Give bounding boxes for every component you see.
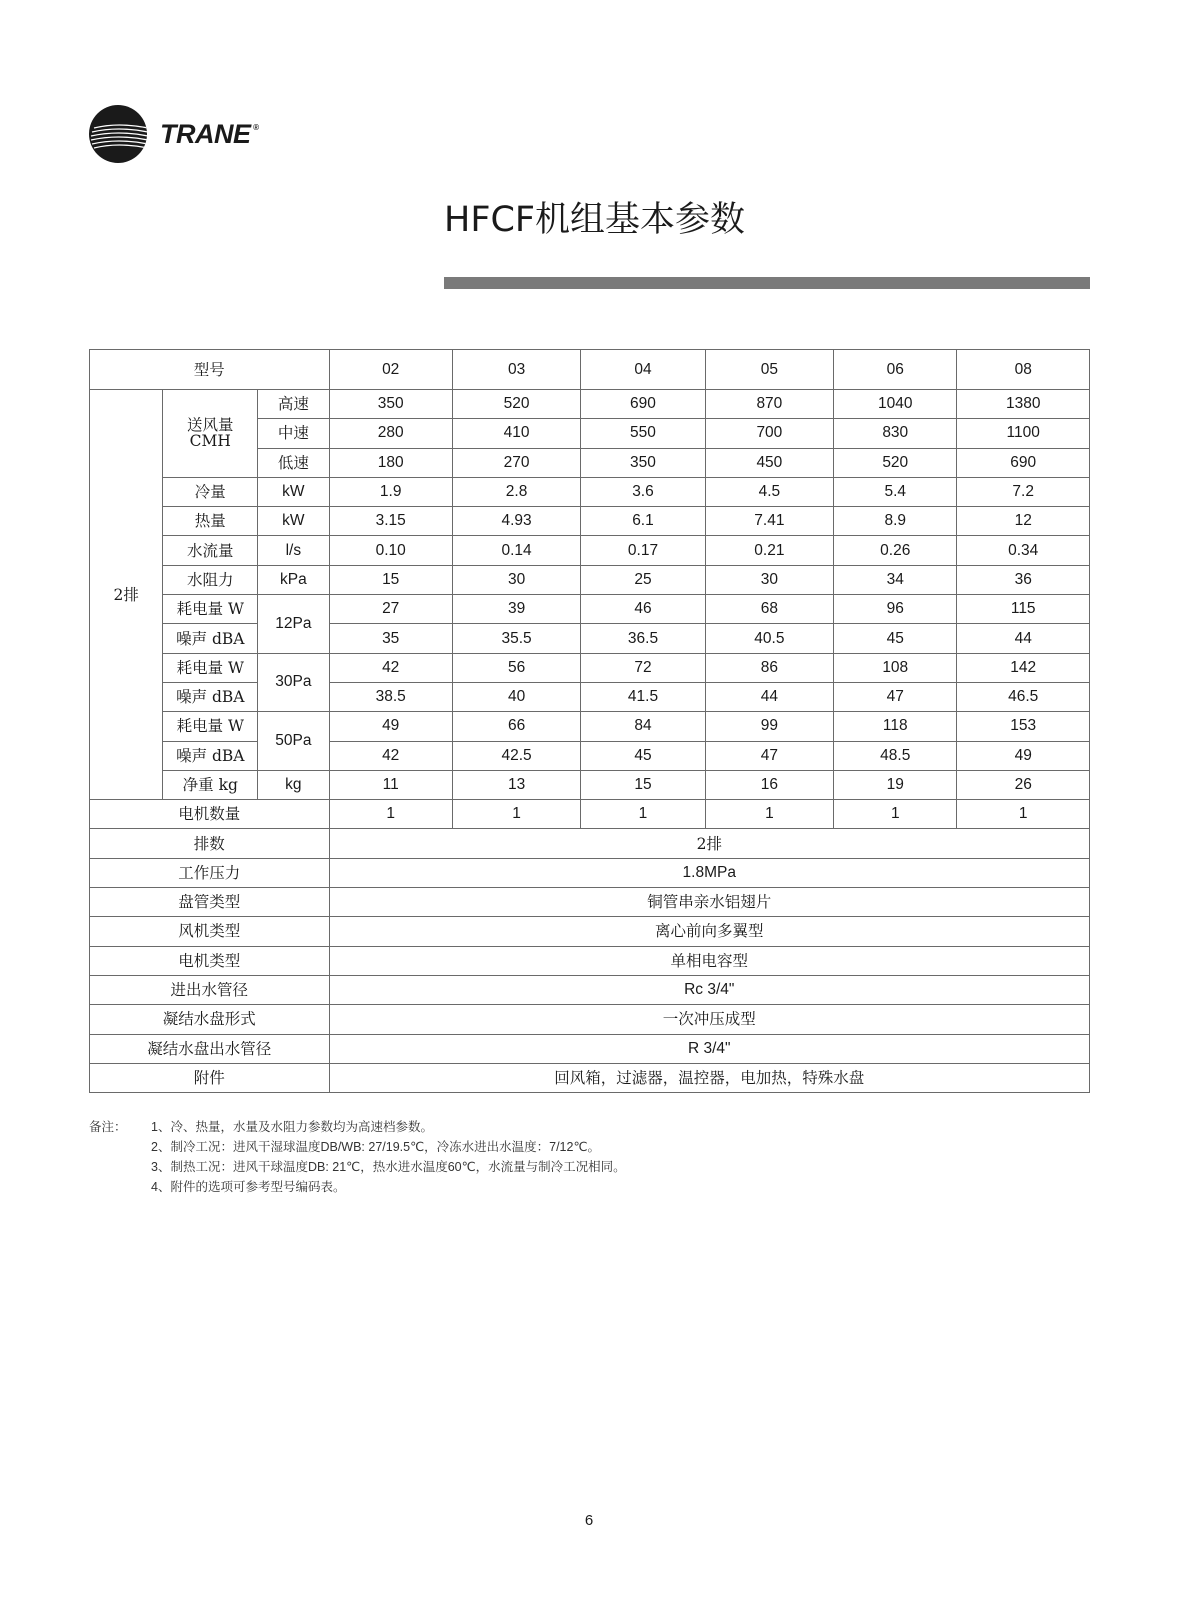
common-value: 1.8MPa [329, 858, 1089, 887]
pressure-label: 50Pa [258, 712, 329, 771]
common-value: 一次冲压成型 [329, 1005, 1089, 1034]
table-cell: 270 [452, 448, 580, 477]
unit-label: kPa [258, 565, 329, 594]
table-cell: 8.9 [834, 507, 957, 536]
table-cell: 45 [581, 741, 705, 770]
row-label: 附件 [90, 1063, 330, 1092]
unit-label: kg [258, 770, 329, 799]
unit-label: kW [258, 477, 329, 506]
row-label: 风机类型 [90, 917, 330, 946]
table-cell: 1100 [957, 419, 1090, 448]
row-label: 凝结水盘形式 [90, 1005, 330, 1034]
row-label: 净重 kg [163, 770, 258, 799]
model-cell: 08 [957, 350, 1090, 390]
row-label: 排数 [90, 829, 330, 858]
table-cell: 690 [581, 390, 705, 419]
spec-table [89, 349, 1090, 1093]
table-cell: 30 [705, 565, 833, 594]
row-label: 凝结水盘出水管径 [90, 1034, 330, 1063]
table-cell: 0.21 [705, 536, 833, 565]
common-value: Rc 3/4" [329, 975, 1089, 1004]
table-cell: 47 [834, 682, 957, 711]
table-cell: 6.1 [581, 507, 705, 536]
trane-logo-icon [88, 104, 148, 164]
table-cell: 1 [705, 800, 833, 829]
airflow-label-line1: 送风量 [187, 416, 234, 435]
speed-label: 中速 [258, 419, 329, 448]
table-cell: 350 [329, 390, 452, 419]
row-label: 电机类型 [90, 946, 330, 975]
table-row [90, 888, 1090, 917]
table-row [90, 741, 1090, 770]
table-row [90, 1005, 1090, 1034]
table-row [90, 565, 1090, 594]
table-row [90, 946, 1090, 975]
table-cell: 68 [705, 595, 833, 624]
table-cell: 36.5 [581, 624, 705, 653]
table-row [90, 770, 1090, 799]
table-cell: 42.5 [452, 741, 580, 770]
table-cell: 450 [705, 448, 833, 477]
airflow-label-line2: CMH [189, 432, 231, 451]
speed-label: 低速 [258, 448, 329, 477]
registered-mark: ® [253, 122, 259, 132]
table-cell: 11 [329, 770, 452, 799]
table-cell: 39 [452, 595, 580, 624]
table-cell: 36 [957, 565, 1090, 594]
table-cell: 35 [329, 624, 452, 653]
table-cell: 40.5 [705, 624, 833, 653]
table-cell: 49 [329, 712, 452, 741]
table-cell: 0.17 [581, 536, 705, 565]
row-label: 电机数量 [90, 800, 330, 829]
speed-label: 高速 [258, 390, 329, 419]
table-cell: 12 [957, 507, 1090, 536]
table-cell: 1040 [834, 390, 957, 419]
table-cell: 15 [581, 770, 705, 799]
table-cell: 84 [581, 712, 705, 741]
table-cell: 0.34 [957, 536, 1090, 565]
table-cell: 46 [581, 595, 705, 624]
table-row [90, 712, 1090, 741]
table-cell: 26 [957, 770, 1090, 799]
table-cell: 13 [452, 770, 580, 799]
table-cell: 700 [705, 419, 833, 448]
brand-name: TRANE [160, 118, 251, 149]
table-row [90, 917, 1090, 946]
table-cell: 47 [705, 741, 833, 770]
table-cell: 46.5 [957, 682, 1090, 711]
table-cell: 96 [834, 595, 957, 624]
common-value: R 3/4" [329, 1034, 1089, 1063]
model-cell: 02 [329, 350, 452, 390]
table-cell: 99 [705, 712, 833, 741]
common-value: 铜管串亲水铝翅片 [329, 888, 1089, 917]
model-cell: 04 [581, 350, 705, 390]
table-row [90, 653, 1090, 682]
page-number: 6 [584, 1512, 594, 1529]
table-cell: 350 [581, 448, 705, 477]
table-row [90, 1034, 1090, 1063]
group-label: 2排 [90, 390, 163, 800]
common-value: 2排 [329, 829, 1089, 858]
note-item: 3、制热工况：进风干球温度DB: 21℃，热水进水温度60℃，水流量与制冷工况相同。 [151, 1160, 626, 1174]
table-cell: 86 [705, 653, 833, 682]
table-cell: 44 [957, 624, 1090, 653]
table-row [90, 477, 1090, 506]
row-label: 噪声 dBA [163, 624, 258, 653]
common-value: 回风箱，过滤器，温控器，电加热，特殊水盘 [329, 1063, 1089, 1092]
table-cell: 3.6 [581, 477, 705, 506]
table-cell: 1 [834, 800, 957, 829]
table-cell: 5.4 [834, 477, 957, 506]
table-cell: 49 [957, 741, 1090, 770]
table-cell: 1 [452, 800, 580, 829]
table-row [90, 1063, 1090, 1092]
table-cell: 410 [452, 419, 580, 448]
table-cell: 72 [581, 653, 705, 682]
row-label: 耗电量 W [163, 712, 258, 741]
table-cell: 42 [329, 741, 452, 770]
note-item: 2、制冷工况：进风干湿球温度DB/WB: 27/19.5℃，冷冻水进出水温度：7/12℃。 [151, 1140, 600, 1154]
table-cell: 4.5 [705, 477, 833, 506]
row-label: 水流量 [163, 536, 258, 565]
table-cell: 44 [705, 682, 833, 711]
table-header-row [90, 350, 1090, 390]
trane-logo [88, 104, 259, 164]
table-row [90, 800, 1090, 829]
row-label: 工作压力 [90, 858, 330, 887]
note-item: 1、冷、热量，水量及水阻力参数均为高速档参数。 [151, 1120, 433, 1134]
table-cell: 1.9 [329, 477, 452, 506]
airflow-label [163, 390, 258, 478]
table-cell: 1 [957, 800, 1090, 829]
table-cell: 56 [452, 653, 580, 682]
row-label: 噪声 dBA [163, 682, 258, 711]
table-cell: 830 [834, 419, 957, 448]
table-cell: 2.8 [452, 477, 580, 506]
row-label: 耗电量 W [163, 653, 258, 682]
table-cell: 870 [705, 390, 833, 419]
notes-label: 备注： [89, 1120, 127, 1134]
table-cell: 27 [329, 595, 452, 624]
table-cell: 108 [834, 653, 957, 682]
page-title: HFCF机组基本参数 [444, 200, 746, 240]
model-label: 型号 [90, 350, 330, 390]
table-cell: 40 [452, 682, 580, 711]
table-cell: 1 [329, 800, 452, 829]
notes [89, 1117, 626, 1197]
notes-list [89, 1117, 626, 1197]
table-row [90, 829, 1090, 858]
table-cell: 153 [957, 712, 1090, 741]
table-cell: 690 [957, 448, 1090, 477]
row-label: 噪声 dBA [163, 741, 258, 770]
table-row [90, 975, 1090, 1004]
table-cell: 35.5 [452, 624, 580, 653]
row-label: 耗电量 W [163, 595, 258, 624]
unit-label: l/s [258, 536, 329, 565]
table-row [90, 536, 1090, 565]
table-cell: 19 [834, 770, 957, 799]
table-cell: 3.15 [329, 507, 452, 536]
table-cell: 0.10 [329, 536, 452, 565]
unit-label: kW [258, 507, 329, 536]
table-row [90, 682, 1090, 711]
table-cell: 4.93 [452, 507, 580, 536]
table-cell: 66 [452, 712, 580, 741]
table-cell: 115 [957, 595, 1090, 624]
table-cell: 550 [581, 419, 705, 448]
table-cell: 1 [581, 800, 705, 829]
table-cell: 142 [957, 653, 1090, 682]
table-cell: 180 [329, 448, 452, 477]
table-cell: 118 [834, 712, 957, 741]
table-cell: 0.26 [834, 536, 957, 565]
row-label: 水阻力 [163, 565, 258, 594]
table-row [90, 624, 1090, 653]
table-cell: 30 [452, 565, 580, 594]
row-label: 热量 [163, 507, 258, 536]
model-cell: 06 [834, 350, 957, 390]
table-cell: 7.2 [957, 477, 1090, 506]
table-cell: 0.14 [452, 536, 580, 565]
pressure-label: 30Pa [258, 653, 329, 712]
table-cell: 520 [452, 390, 580, 419]
table-cell: 520 [834, 448, 957, 477]
table-row [90, 595, 1090, 624]
table-row [90, 390, 1090, 419]
table-cell: 16 [705, 770, 833, 799]
table-row [90, 858, 1090, 887]
row-label: 盘管类型 [90, 888, 330, 917]
pressure-label: 12Pa [258, 595, 329, 654]
row-label: 冷量 [163, 477, 258, 506]
table-cell: 7.41 [705, 507, 833, 536]
table-cell: 41.5 [581, 682, 705, 711]
table-cell: 45 [834, 624, 957, 653]
table-cell: 38.5 [329, 682, 452, 711]
common-value: 离心前向多翼型 [329, 917, 1089, 946]
model-cell: 03 [452, 350, 580, 390]
table-cell: 48.5 [834, 741, 957, 770]
row-label: 进出水管径 [90, 975, 330, 1004]
table-row [90, 507, 1090, 536]
trane-wordmark [160, 118, 259, 150]
table-cell: 15 [329, 565, 452, 594]
model-cell: 05 [705, 350, 833, 390]
table-cell: 34 [834, 565, 957, 594]
note-item: 4、附件的选项可参考型号编码表。 [151, 1180, 346, 1194]
table-cell: 1380 [957, 390, 1090, 419]
common-value: 单相电容型 [329, 946, 1089, 975]
table-cell: 25 [581, 565, 705, 594]
table-cell: 280 [329, 419, 452, 448]
title-underline-bar [444, 277, 1090, 289]
table-cell: 42 [329, 653, 452, 682]
